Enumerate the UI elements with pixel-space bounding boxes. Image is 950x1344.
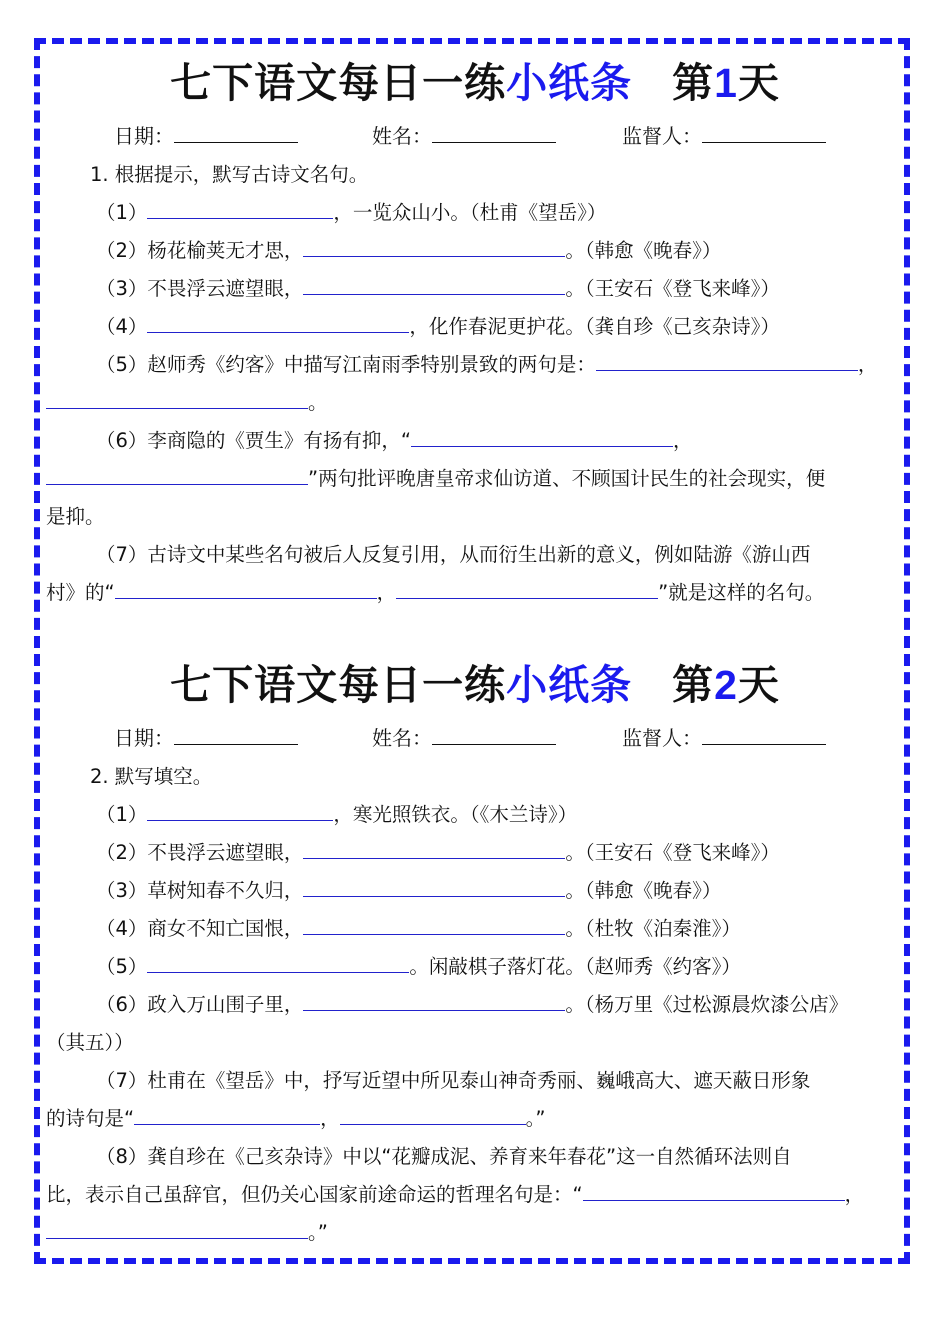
q2-line-1: （1） ，寒光照铁衣。（《木兰诗》）	[96, 803, 578, 826]
answer-blank[interactable]	[46, 466, 308, 485]
name-line[interactable]	[432, 726, 556, 745]
q2-line-6: （6）政入万山围子里， 。（杨万里《过松源晨炊漆公店》	[96, 993, 849, 1016]
q1-line-6-cont: ”两句批评晚唐皇帝求仙访道、不顾国计民生的社会现实，便	[46, 460, 906, 498]
q2-line-4: （4）商女不知亡国恨， 。（杜牧《泊秦淮》）	[96, 917, 741, 940]
answer-blank[interactable]	[147, 314, 409, 333]
supervisor-line[interactable]	[702, 726, 826, 745]
supervisor-line[interactable]	[702, 124, 826, 143]
q1-line-7-cont: 村》的“ ， ”就是这样的名句。	[46, 581, 825, 604]
answer-blank[interactable]	[115, 580, 377, 599]
answer-blank[interactable]	[303, 840, 565, 859]
q1-line-3: （3）不畏浮云遮望眼， 。（王安石《登飞来峰》）	[96, 277, 780, 300]
answer-blank[interactable]	[303, 276, 565, 295]
answer-blank[interactable]	[303, 238, 565, 257]
question-1-title: 1. 根据提示，默写古诗文名句。	[90, 163, 369, 186]
answer-blank[interactable]	[147, 200, 333, 219]
q2-line-7: （7）杜甫在《望岳》中，抒写近望中所见泰山神奇秀丽、巍峨高大、遮天蔽日形象	[96, 1069, 811, 1092]
title-highlight: 小纸条	[506, 59, 633, 107]
q2-line-8: （8）龚自珍在《己亥杂诗》中以“花瓣成泥、养育来年春花”这一自然循环法则自	[96, 1145, 792, 1168]
info-row	[0, 718, 950, 754]
supervisor-label: 监督人：	[622, 124, 702, 148]
answer-blank[interactable]	[583, 1182, 845, 1201]
day-suffix: 天	[737, 59, 780, 107]
date-field	[114, 722, 298, 751]
answer-blank[interactable]	[303, 916, 565, 935]
answer-blank[interactable]	[134, 1106, 320, 1125]
name-field	[372, 722, 556, 751]
q2-line-2: （2）不畏浮云遮望眼， 。（王安石《登飞来峰》）	[96, 841, 780, 864]
q1-line-5-cont: 。	[46, 384, 906, 422]
answer-blank[interactable]	[340, 1106, 526, 1125]
supervisor-field	[622, 722, 826, 751]
answer-blank[interactable]	[46, 390, 308, 409]
date-label: 日期：	[114, 124, 174, 148]
section-day-1	[0, 58, 950, 152]
q1-line-7: （7）古诗文中某些名句被后人反复引用，从而衍生出新的意义，例如陆游《游山西	[96, 543, 811, 566]
title-main: 七下语文每日一练	[170, 59, 507, 107]
q1-line-6: （6）李商隐的《贾生》有扬有抑，“ ，	[96, 429, 693, 452]
info-row	[0, 116, 950, 152]
q2-line-7-cont: 的诗句是“ ， 。”	[46, 1107, 546, 1130]
name-line[interactable]	[432, 124, 556, 143]
supervisor-field	[622, 120, 826, 149]
name-label: 姓名：	[372, 124, 432, 148]
q2-line-8-cont: 比，表示自己虽辞官，但仍关心国家前途命运的哲理名句是：“ ，	[46, 1183, 865, 1206]
answer-blank[interactable]	[596, 352, 858, 371]
section-day-2	[0, 660, 950, 754]
q1-line-2: （2）杨花榆荚无才思， 。（韩愈《晚春》）	[96, 239, 722, 262]
day-suffix: 天	[737, 661, 780, 709]
q2-line-3: （3）草树知春不久归， 。（韩愈《晚春》）	[96, 879, 722, 902]
section-title	[0, 660, 950, 710]
title-highlight: 小纸条	[506, 661, 633, 709]
day-prefix: 第	[672, 59, 715, 107]
q1-line-4: （4） ，化作春泥更护花。（龚自珍《己亥杂诗》）	[96, 315, 780, 338]
answer-blank[interactable]	[303, 878, 565, 897]
section-title	[0, 58, 950, 108]
question-2-title: 2. 默写填空。	[90, 765, 213, 788]
day-number: 1	[714, 60, 738, 106]
name-label: 姓名：	[372, 726, 432, 750]
q2-line-8-end: 。”	[46, 1214, 906, 1252]
supervisor-label: 监督人：	[622, 726, 702, 750]
date-line[interactable]	[174, 726, 298, 745]
q2-line-6-cont: （其五））	[46, 1031, 134, 1054]
title-main: 七下语文每日一练	[170, 661, 507, 709]
answer-blank[interactable]	[411, 428, 673, 447]
answer-blank[interactable]	[46, 1220, 308, 1239]
q2-line-5: （5） 。闲敲棋子落灯花。（赵师秀《约客》）	[96, 955, 741, 978]
q1-line-5: （5）赵师秀《约客》中描写江南雨季特别景致的两句是： ，	[96, 353, 878, 376]
answer-blank[interactable]	[396, 580, 658, 599]
q1-line-1: （1） ，一览众山小。（杜甫《望岳》）	[96, 201, 607, 224]
date-field	[114, 120, 298, 149]
answer-blank[interactable]	[303, 992, 565, 1011]
day-number: 2	[714, 662, 738, 708]
answer-blank[interactable]	[147, 954, 409, 973]
answer-blank[interactable]	[147, 802, 333, 821]
q1-line-6-end: 是抑。	[46, 505, 105, 528]
day-prefix: 第	[672, 661, 715, 709]
name-field	[372, 120, 556, 149]
date-label: 日期：	[114, 726, 174, 750]
date-line[interactable]	[174, 124, 298, 143]
